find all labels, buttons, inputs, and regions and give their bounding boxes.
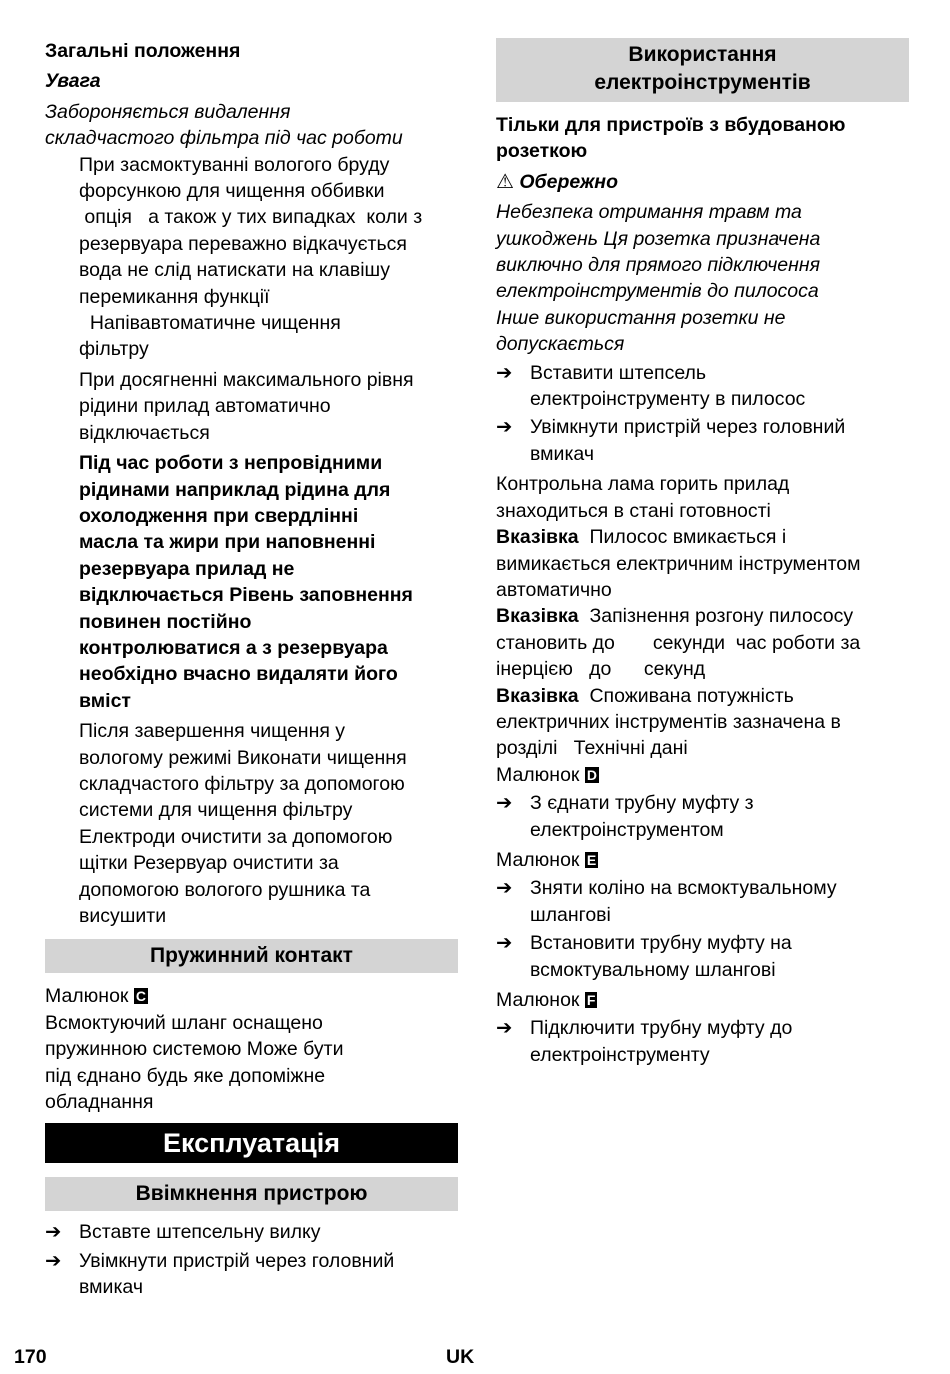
text-line: Підключити трубну муфту до [530, 1017, 793, 1040]
text-line: резервуара прилад не [79, 557, 295, 580]
step-item [496, 414, 909, 467]
note-label: Вказівка [496, 605, 579, 628]
text-line: електроінструменту в пилосос [530, 388, 806, 411]
text-line: Електроди очистити за допомогою [79, 825, 393, 848]
note-3 [496, 683, 909, 762]
figure-f-ref [496, 987, 909, 1013]
text-line: Небезпека отримання травм та [496, 201, 802, 224]
step-item [45, 1248, 458, 1301]
arrow-right-icon: ➔ [496, 792, 513, 815]
text-line: охолодження при свердлінні [79, 504, 359, 527]
caution-text [496, 199, 909, 357]
text-line: Під час роботи з непровідними [79, 452, 383, 475]
spring-text [45, 1010, 458, 1116]
language-code: UK [446, 1346, 475, 1368]
text-line: електроінструментом [530, 818, 724, 841]
spring-contact-title: Пружинний контакт [45, 939, 458, 973]
text-line: При засмоктуванні вологого бруду [79, 153, 390, 176]
text-line: вологому режимі Виконати чищення [79, 746, 407, 769]
text-line: виключно для прямого підключення [496, 254, 821, 277]
para-max-level [45, 367, 458, 446]
text-line: контролюватися а з резервуара [79, 636, 388, 659]
text-line: електроінструментів до пилососа [496, 280, 819, 303]
figure-d-ref [496, 762, 909, 788]
text-line: Тільки для пристроїв з вбудованою [496, 114, 846, 136]
note-text: Запізнення розгону пилососу [578, 605, 854, 628]
figure-e-ref [496, 847, 909, 873]
text-line [496, 524, 909, 550]
general-heading: Загальні положення [45, 40, 241, 62]
text-line [496, 603, 909, 629]
text-line: відключається Рівень заповнення [79, 584, 413, 607]
caution-label [496, 169, 909, 195]
text-line: резервуара переважно відкачується [79, 232, 407, 255]
step-item [496, 930, 909, 983]
note-label: Вказівка [496, 684, 579, 707]
text-line: знаходиться в стані готовності [496, 499, 771, 522]
text-line [496, 683, 909, 709]
text-line: відключається [79, 421, 210, 444]
text-line: Увімкнути пристрій через головний [79, 1249, 395, 1272]
note-label: Вказівка [496, 526, 579, 549]
text-line: розеткою [496, 140, 588, 163]
text-line: вмикач [530, 442, 594, 465]
text-line: електричних інструментів зазначена в [496, 710, 841, 733]
para-wet-suction [45, 152, 458, 363]
figure-e-badge: E [586, 851, 597, 868]
figure-d-badge: D [586, 766, 598, 783]
power-tools-title [496, 38, 909, 102]
caution-text-label: Обережно [519, 170, 618, 193]
arrow-right-icon: ➔ [496, 416, 513, 439]
step-item [496, 1015, 909, 1068]
text-line: Інше використання розетки не [496, 306, 786, 329]
text-line: шлангові [530, 903, 611, 926]
text-line: форсункою для чищення оббивки [79, 180, 385, 203]
text-line: Всмоктуючий шланг оснащено [45, 1011, 323, 1034]
text-line: фільтру [79, 338, 149, 361]
para-after-cleaning [45, 718, 458, 929]
text-line: Вставте штепсельну вилку [79, 1221, 321, 1244]
lamp-text [496, 471, 909, 524]
figure-label: Малюнок [496, 989, 580, 1011]
arrow-right-icon: ➔ [496, 932, 513, 955]
text-line: під єднано будь яке допоміжне [45, 1064, 326, 1087]
text-line: вимикається електричним інструментом [496, 552, 861, 575]
text-line: складчастого фільтру за допомогою [79, 772, 405, 795]
socket-heading [496, 112, 909, 165]
text-line: перемикання функції [79, 285, 270, 308]
step-item [45, 1219, 458, 1245]
note-1 [496, 524, 909, 603]
operation-title: Експлуатація [45, 1123, 458, 1163]
figure-f-badge: F [586, 992, 596, 1008]
socket-steps [496, 360, 909, 468]
arrow-right-icon: ➔ [496, 1017, 513, 1040]
text-line: становить до секунди час роботи за [496, 631, 861, 654]
text-line: обладнання [45, 1091, 154, 1114]
title-line: Використання [628, 43, 777, 66]
figure-label: Малюнок [45, 985, 129, 1008]
text-line: Увімкнути пристрій через головний [530, 416, 846, 439]
text-line: інерцією до секунд [496, 658, 706, 681]
arrow-right-icon: ➔ [496, 877, 513, 900]
text-line: рідини прилад автоматично [79, 395, 331, 418]
text-line: Вставити штепсель [530, 361, 707, 384]
text-line: висушити [79, 905, 167, 927]
step-item [496, 875, 909, 928]
para-non-conductive [45, 450, 458, 714]
left-column [45, 38, 458, 1301]
figure-c-badge: C [135, 988, 147, 1005]
step-item [496, 360, 909, 413]
text-line: складчастого фільтра під час роботи [45, 127, 403, 150]
figure-label: Малюнок [496, 848, 580, 871]
text-line: Напівавтоматичне чищення [79, 312, 341, 335]
text-line: електроінструменту [530, 1043, 710, 1066]
note-text: Споживана потужність [578, 684, 794, 707]
text-line: Забороняється видалення [45, 100, 291, 123]
warning-text [45, 99, 458, 152]
arrow-right-icon: ➔ [496, 361, 513, 384]
text-line: З єднати трубну муфту з [530, 792, 754, 815]
text-line: вода не слід натискати на клавішу [79, 259, 390, 282]
text-line: ушкоджень Ця розетка призначена [496, 227, 821, 250]
right-column [496, 38, 909, 1068]
text-line: Після завершення чищення у [79, 720, 346, 743]
warning-triangle-icon: ⚠ [496, 170, 514, 193]
text-line: Встановити трубну муфту на [530, 932, 792, 955]
arrow-right-icon: ➔ [45, 1249, 62, 1272]
text-line: масла та жири при наповненні [79, 531, 376, 554]
title-line: електроінструментів [594, 71, 811, 94]
note-text: Пилосос вмикається і [578, 526, 787, 549]
figure-label: Малюнок [496, 763, 580, 786]
note-2 [496, 603, 909, 682]
figure-c-ref [45, 983, 458, 1009]
text-line: системи для чищення фільтру [79, 799, 353, 822]
attention-label: Увага [45, 70, 101, 93]
text-line: автоматично [496, 578, 612, 601]
text-line: При досягненні максимального рівня [79, 368, 414, 391]
text-line: Контрольна лама горить прилад [496, 473, 790, 496]
switch-on-title: Ввімкнення пристрою [45, 1177, 458, 1211]
switch-on-steps [45, 1219, 458, 1300]
text-line: Зняти коліно на всмоктувальному [530, 877, 837, 900]
text-line: всмоктувальному шлангові [530, 958, 776, 981]
text-line: рідинами наприклад рідина для [79, 478, 391, 501]
text-line: щітки Резервуар очистити за [79, 852, 339, 875]
text-line: пружинною системою Може бути [45, 1038, 344, 1061]
text-line: вмикач [79, 1276, 143, 1299]
text-line: необхідно вчасно видаляти його [79, 663, 398, 686]
text-line: допомогою вологого рушника та [79, 878, 371, 901]
step-item [496, 790, 909, 843]
text-line: допускається [496, 333, 625, 356]
text-line: розділі Технічні дані [496, 737, 688, 760]
text-line: опція а також у тих випадках коли з [79, 206, 423, 229]
text-line: повинен постійно [79, 610, 252, 633]
arrow-right-icon: ➔ [45, 1221, 62, 1244]
page-number: 170 [14, 1346, 47, 1368]
text-line: вміст [79, 689, 131, 712]
